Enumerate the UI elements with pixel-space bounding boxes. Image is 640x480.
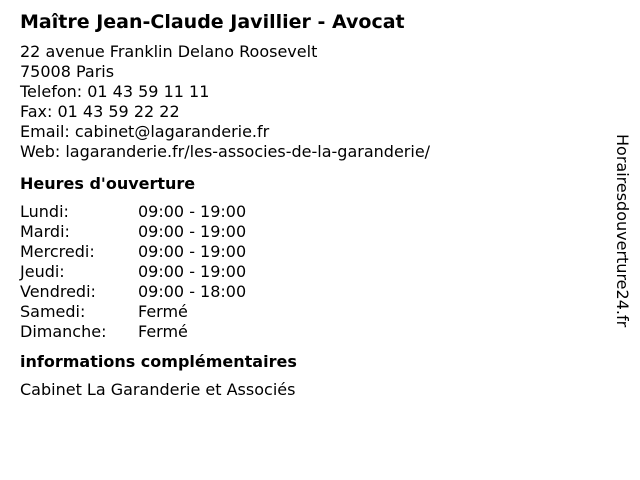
site-watermark: Horairesdouverture24.fr — [613, 134, 632, 328]
email-address: Email: cabinet@lagaranderie.fr — [20, 122, 270, 141]
address-city: 75008 Paris — [20, 62, 115, 81]
day-label: Mercredi: — [20, 242, 95, 261]
opening-hours-heading: Heures d'ouverture — [20, 174, 196, 193]
hours-row-dimanche — [20, 322, 600, 342]
hours-row-lundi — [20, 202, 600, 222]
business-card — [20, 10, 600, 400]
day-hours: 09:00 - 18:00 — [138, 282, 247, 301]
day-hours: 09:00 - 19:00 — [138, 262, 247, 281]
additional-info-heading: informations complémentaires — [20, 352, 297, 371]
day-label: Jeudi: — [20, 262, 65, 281]
website-link: Web: lagaranderie.fr/les-associes-de-la-garanderie/ — [20, 142, 431, 161]
phone-number: Telefon: 01 43 59 11 11 — [20, 82, 210, 101]
day-label: Mardi: — [20, 222, 70, 241]
day-hours: Fermé — [138, 322, 188, 341]
hours-row-mardi — [20, 222, 600, 242]
day-label: Samedi: — [20, 302, 86, 321]
day-hours: Fermé — [138, 302, 188, 321]
address-street: 22 avenue Franklin Delano Roosevelt — [20, 42, 318, 61]
business-title: Maître Jean-Claude Javillier - Avocat — [20, 11, 405, 33]
day-label: Dimanche: — [20, 322, 107, 341]
hours-row-mercredi — [20, 242, 600, 262]
hours-row-vendredi — [20, 282, 600, 302]
day-label: Lundi: — [20, 202, 69, 221]
hours-row-jeudi — [20, 262, 600, 282]
day-label: Vendredi: — [20, 282, 96, 301]
day-hours: 09:00 - 19:00 — [138, 222, 247, 241]
hours-row-samedi — [20, 302, 600, 322]
day-hours: 09:00 - 19:00 — [138, 202, 247, 221]
opening-hours-list — [20, 202, 600, 342]
day-hours: 09:00 - 19:00 — [138, 242, 247, 261]
fax-number: Fax: 01 43 59 22 22 — [20, 102, 180, 121]
additional-info-text: Cabinet La Garanderie et Associés — [20, 380, 296, 399]
